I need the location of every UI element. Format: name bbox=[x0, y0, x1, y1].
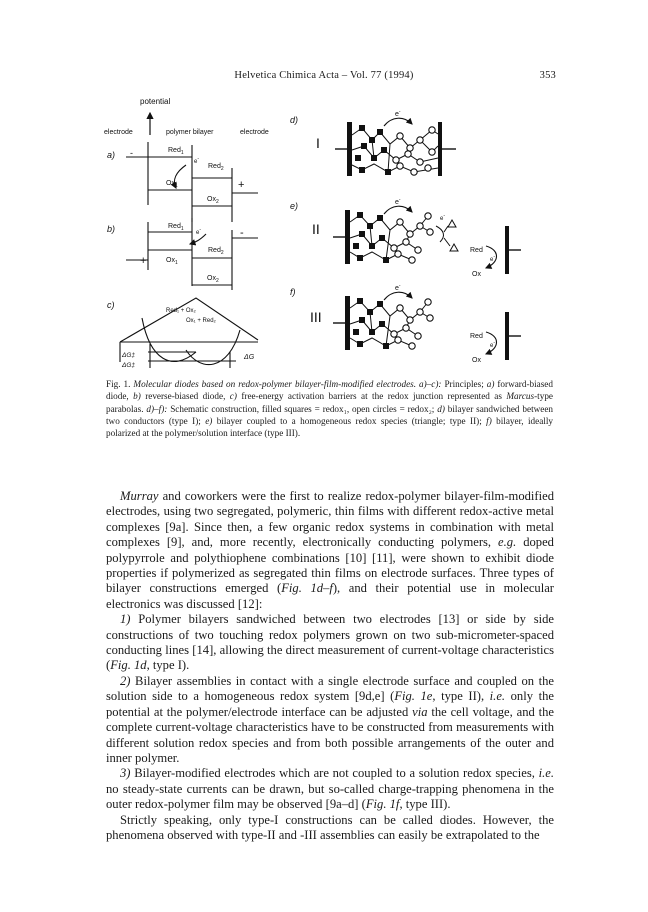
type-III-label: III bbox=[310, 309, 322, 325]
bilayer-d bbox=[335, 109, 456, 176]
panel-b-label: b) bbox=[107, 224, 116, 234]
text: only the potential at the polymer/electrode interface can be adjusted bbox=[106, 689, 554, 719]
f-electron-2: e- bbox=[490, 340, 496, 349]
e-electron-2: e- bbox=[440, 213, 446, 222]
panel-a-label: a) bbox=[107, 150, 116, 160]
polymer-bilayer-label: polymer bilayer bbox=[166, 129, 214, 136]
panel-d-label: d) bbox=[290, 115, 299, 125]
e-electron-3: e- bbox=[490, 254, 496, 263]
caption-ref: e) bbox=[205, 415, 213, 426]
text: doped polypyrrole and polythiophene combinations [10] [11], were shown to exhibit diode properties if polymerized as segregated thin films on electrode surfaces. Three types of bilayer constructions emerged ( bbox=[106, 535, 554, 596]
figure-ref: Fig. 1f bbox=[365, 797, 400, 812]
text: , type II), bbox=[432, 689, 490, 704]
dg-reverse-label: ΔG‡ bbox=[122, 352, 136, 359]
caption-ref: b) bbox=[133, 391, 141, 402]
caption-text: -type parabolas. bbox=[106, 391, 553, 414]
panel-b-ox2: $Ox_2$ bbox=[207, 275, 219, 284]
text: i.e. bbox=[489, 689, 506, 704]
principles-diagram bbox=[104, 97, 269, 369]
list-number: 1) bbox=[120, 612, 131, 627]
panel-a-red1: Red$_1$ bbox=[168, 147, 184, 156]
caption-text: bilayer sandwiched between two conductors (type I); bbox=[106, 403, 554, 426]
paragraph-3 bbox=[106, 674, 554, 766]
figure-caption bbox=[106, 378, 553, 439]
caption-lead: Fig. 1. bbox=[106, 379, 131, 389]
figure-ref: Fig. 1d bbox=[110, 658, 147, 673]
figure-ref: Fig. 1e bbox=[394, 689, 433, 704]
panel-a-red2: Red$_2$ bbox=[208, 163, 224, 172]
caption-ref: d) bbox=[437, 403, 445, 414]
text: ), and their potential use in molecular electronics was discussed [12]: bbox=[106, 581, 554, 611]
panel-a-electron: e- bbox=[194, 156, 200, 165]
paragraph-5 bbox=[106, 813, 554, 844]
panel-a-plus: + bbox=[238, 179, 245, 191]
paragraph-2 bbox=[106, 612, 554, 674]
body-text bbox=[106, 489, 554, 843]
panel-c-label: c) bbox=[107, 300, 115, 310]
caption-ref: d)–f): bbox=[146, 403, 168, 414]
panel-c-top-label: Red₁ + Ox₂ bbox=[166, 308, 196, 314]
panel-b-ox1: $Ox_1$ bbox=[166, 257, 178, 266]
author-name: Murray bbox=[120, 489, 159, 503]
panel-a-ox2: $Ox_2$ bbox=[207, 196, 219, 205]
type-I-label: I bbox=[316, 135, 320, 151]
text: via bbox=[412, 704, 428, 719]
list-number: 3) bbox=[120, 766, 131, 781]
caption-text: reverse-biased diode, bbox=[140, 391, 230, 402]
panel-b-plus: + bbox=[140, 255, 147, 267]
text: and coworkers were the first to realize redox-polymer bilayer-film-modified electrodes, using two segregated, polymeric, thin films with different redox-active metal complexes [9a]. Since then, a few organic redox systems in combination with metal complexes [9], and, more recently, electronically conducting polymers, bbox=[106, 489, 554, 550]
figure-1 bbox=[0, 0, 648, 380]
bilayer-f-circles bbox=[391, 299, 433, 349]
caption-text: Principles; bbox=[441, 379, 487, 389]
e-electron: e- bbox=[395, 197, 401, 206]
text: Polymer bilayers sandwiched between two electrodes [13] or side by side constructions of two touching redox polymers grown on two sub-micrometer-spaced conducting lines [14], allowing the direct measurement of current-voltage characteristics ( bbox=[106, 612, 554, 673]
f-red-label: Red bbox=[470, 333, 483, 340]
caption-text: bilayer, ideally polarized at the polymer/solution interface (type III). bbox=[106, 415, 553, 439]
panel-c-mid-label: Ox₁ + Red₂ bbox=[186, 318, 216, 324]
bilayer-e-circles bbox=[391, 213, 433, 263]
list-number: 2) bbox=[120, 673, 131, 688]
panel-a-minus: - bbox=[130, 148, 133, 158]
text: no steady-state currents can be drawn, but so-called charge-trapping phenomena in the outer redox-polymer film may be observed [9a–d] ( bbox=[106, 781, 554, 812]
figure-ref: Fig. 1d–f bbox=[281, 581, 333, 596]
text: i.e. bbox=[538, 766, 554, 781]
caption-ref: c) bbox=[229, 391, 237, 402]
f-ox-label: Ox bbox=[472, 357, 481, 364]
dg-label: ΔG bbox=[244, 354, 255, 361]
text: Bilayer assemblies in contact with a single electrode surface and coupled on the solution side to a homogeneous redox system [9d,e] ( bbox=[106, 673, 554, 704]
caption-title: Molecular diodes based on redox-polymer bilayer-film-modified electrodes. a)–c): bbox=[133, 379, 442, 389]
caption-text: free-energy activation barriers at the redox junction represented as bbox=[236, 391, 507, 402]
text: the cell voltage, and the complete current-voltage characteristics have to be constructed from measurements with different solution redox species and from both possible arrangements of the outer and inner polymer. bbox=[106, 704, 555, 765]
text: Bilayer-modified electrodes which are not coupled to a solution redox species, bbox=[130, 766, 539, 781]
running-header: Helvetica Chimica Acta – Vol. 77 (1994) bbox=[234, 70, 414, 81]
e-ox-label: Ox bbox=[472, 271, 481, 278]
caption-ref: f) bbox=[486, 415, 492, 426]
dg-forward-label: ΔG‡ bbox=[122, 362, 136, 369]
e-red-label: Red bbox=[470, 247, 483, 254]
panel-e-label: e) bbox=[290, 201, 299, 211]
panel-b-red1: Red$_1$ bbox=[168, 223, 184, 232]
page-number: 353 bbox=[539, 70, 556, 81]
potential-axis-label: potential bbox=[140, 97, 171, 106]
panel-b-levels bbox=[126, 218, 258, 290]
text: , type III). bbox=[399, 797, 451, 812]
paragraph-4 bbox=[106, 766, 554, 812]
text: e.g. bbox=[498, 535, 517, 550]
paragraph-1 bbox=[106, 489, 554, 612]
caption-name: Marcus bbox=[506, 391, 535, 402]
bilayer-e bbox=[333, 197, 521, 278]
bilayer-d-circles bbox=[393, 127, 435, 175]
caption-ref: a) bbox=[486, 379, 495, 389]
text: , type I). bbox=[146, 658, 190, 673]
type-II-label: II bbox=[312, 221, 320, 237]
construction-diagram bbox=[290, 109, 521, 364]
bilayer-f bbox=[333, 283, 521, 364]
d-electron: e- bbox=[395, 109, 401, 118]
electrode-right-label: electrode bbox=[240, 129, 269, 136]
text: Strictly speaking, only type-I constructions can be called diodes. However, the phenomena observed with type-II and -III assemblies can easily be extrapolated to the bbox=[106, 812, 554, 842]
panel-f-label: f) bbox=[290, 287, 296, 297]
panel-b-red2: Red$_2$ bbox=[208, 247, 224, 256]
electrode-left-label: electrode bbox=[104, 129, 133, 136]
panel-b-electron: e- bbox=[196, 227, 202, 236]
panel-a-ox1: $Ox_1$ bbox=[166, 180, 178, 189]
panel-b-minus: - bbox=[240, 227, 244, 239]
caption-text: bilayer coupled to a homogeneous redox species (triangle; type II); bbox=[212, 415, 487, 426]
caption-text: forward-biased diode, bbox=[106, 379, 553, 402]
caption-text: Schematic construction, filled squares = redox₁, open circles = redox₂; bbox=[167, 403, 438, 414]
f-electron: e- bbox=[395, 283, 401, 292]
